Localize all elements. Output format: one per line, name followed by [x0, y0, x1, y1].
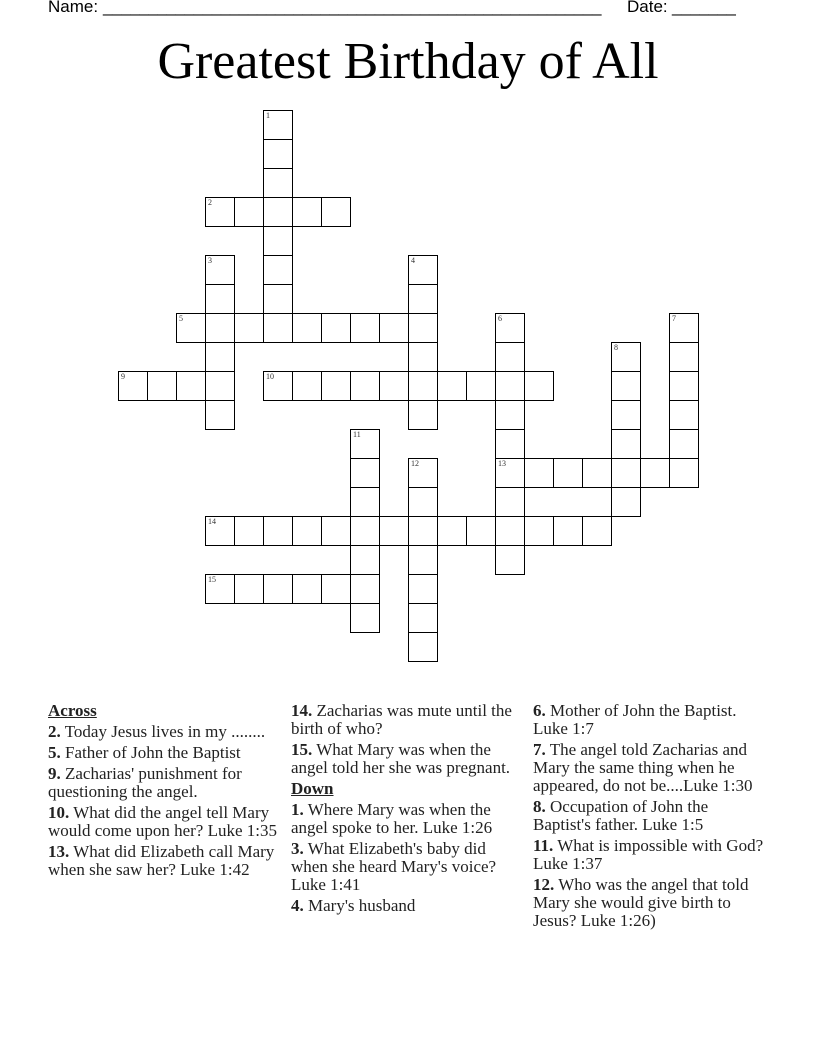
clue-down-11: 11. What is impossible with God? Luke 1:37 — [533, 836, 764, 873]
grid-cell[interactable] — [611, 429, 641, 459]
grid-cell[interactable] — [321, 574, 351, 604]
grid-cell[interactable] — [205, 574, 235, 604]
grid-cell[interactable] — [321, 197, 351, 227]
grid-cell[interactable] — [205, 342, 235, 372]
grid-cell[interactable] — [350, 487, 380, 517]
grid-cell[interactable] — [379, 313, 409, 343]
grid-cell[interactable] — [582, 458, 612, 488]
grid-cell[interactable] — [408, 400, 438, 430]
grid-cell[interactable] — [495, 371, 525, 401]
name-label: Name: — [48, 0, 99, 16]
clue-across-15: 15. What Mary was when the angel told her she was pregnant. — [291, 740, 511, 777]
grid-cell[interactable] — [669, 458, 699, 488]
grid-cell[interactable] — [611, 487, 641, 517]
clue-column-2 — [291, 702, 523, 918]
clue-column-3 — [533, 702, 765, 933]
grid-cell[interactable] — [611, 400, 641, 430]
grid-cell[interactable] — [263, 255, 293, 285]
clue-number: 7 — [672, 314, 676, 323]
clue-across-2: 2. Today Jesus lives in my ........ — [48, 722, 266, 741]
grid-cell[interactable] — [553, 458, 583, 488]
grid-cell[interactable] — [147, 371, 177, 401]
grid-cell[interactable] — [263, 139, 293, 169]
clue-number: 1 — [266, 111, 270, 120]
grid-cell[interactable] — [321, 516, 351, 546]
grid-cell[interactable] — [350, 545, 380, 575]
grid-cell[interactable] — [408, 458, 438, 488]
grid-cell[interactable] — [495, 516, 525, 546]
grid-cell[interactable] — [437, 371, 467, 401]
grid-cell[interactable] — [350, 429, 380, 459]
grid-cell[interactable] — [524, 371, 554, 401]
clue-across-14: 14. Zacharias was mute until the birth of who? — [291, 701, 512, 738]
grid-cell[interactable] — [263, 574, 293, 604]
grid-cell[interactable] — [408, 371, 438, 401]
grid-cell[interactable] — [263, 110, 293, 140]
grid-cell[interactable] — [205, 197, 235, 227]
grid-cell[interactable] — [205, 516, 235, 546]
down-heading: Down — [291, 779, 334, 798]
clue-number: 6 — [498, 314, 502, 323]
grid-cell[interactable] — [669, 342, 699, 372]
clue-number: 4 — [411, 256, 415, 265]
name-field[interactable]: _______________________________________________________ — [103, 0, 602, 16]
grid-cell[interactable] — [495, 313, 525, 343]
grid-cell[interactable] — [234, 197, 264, 227]
clue-down-12: 12. Who was the angel that told Mary she would give birth to Jesus? Luke 1:26) — [533, 875, 749, 930]
clue-number: 5 — [179, 314, 183, 323]
grid-cell[interactable] — [263, 197, 293, 227]
clue-across-13: 13. What did Elizabeth call Mary when she saw her? Luke 1:42 — [48, 842, 275, 879]
grid-cell[interactable] — [205, 400, 235, 430]
grid-cell[interactable] — [611, 458, 641, 488]
grid-cell[interactable] — [292, 197, 322, 227]
grid-cell[interactable] — [234, 313, 264, 343]
grid-cell[interactable] — [379, 516, 409, 546]
grid-cell[interactable] — [408, 313, 438, 343]
puzzle-title: Greatest Birthday of All — [157, 33, 659, 90]
clue-across-5: 5. Father of John the Baptist — [48, 743, 241, 762]
grid-cell[interactable] — [669, 313, 699, 343]
grid-cell[interactable] — [292, 371, 322, 401]
grid-cell[interactable] — [263, 226, 293, 256]
grid-cell[interactable] — [408, 574, 438, 604]
clue-number: 9 — [121, 372, 125, 381]
grid-cell[interactable] — [176, 313, 206, 343]
clue-number: 14 — [208, 517, 216, 526]
grid-cell[interactable] — [495, 545, 525, 575]
grid-cell[interactable] — [495, 342, 525, 372]
grid-cell[interactable] — [234, 574, 264, 604]
date-label: Date: — [627, 0, 668, 16]
grid-cell[interactable] — [524, 516, 554, 546]
grid-cell[interactable] — [611, 342, 641, 372]
grid-cell[interactable] — [408, 342, 438, 372]
grid-cell[interactable] — [350, 313, 380, 343]
clue-down-1: 1. Where Mary was when the angel spoke to her. Luke 1:26 — [291, 800, 493, 837]
clue-number: 12 — [411, 459, 419, 468]
clue-across-10: 10. What did the angel tell Mary would come upon her? Luke 1:35 — [48, 803, 277, 840]
grid-cell[interactable] — [437, 516, 467, 546]
grid-cell[interactable] — [263, 313, 293, 343]
grid-cell[interactable] — [669, 371, 699, 401]
grid-cell[interactable] — [292, 574, 322, 604]
grid-cell[interactable] — [350, 516, 380, 546]
grid-cell[interactable] — [263, 516, 293, 546]
date-field[interactable]: _______ — [672, 0, 736, 16]
clue-down-6: 6. Mother of John the Baptist. Luke 1:7 — [533, 701, 737, 738]
grid-cell[interactable] — [350, 371, 380, 401]
grid-cell[interactable] — [292, 516, 322, 546]
grid-cell[interactable] — [205, 284, 235, 314]
grid-cell[interactable] — [669, 429, 699, 459]
grid-cell[interactable] — [263, 284, 293, 314]
grid-cell[interactable] — [495, 487, 525, 517]
grid-cell[interactable] — [466, 371, 496, 401]
grid-cell[interactable] — [350, 458, 380, 488]
grid-cell[interactable] — [495, 429, 525, 459]
grid-cell[interactable] — [379, 371, 409, 401]
clue-across-9: 9. Zacharias' punishment for questioning the angel. — [48, 764, 242, 801]
clue-down-4: 4. Mary's husband — [291, 896, 416, 915]
grid-cell[interactable] — [350, 603, 380, 633]
clue-number: 10 — [266, 372, 274, 381]
grid-cell[interactable] — [466, 516, 496, 546]
clue-number: 8 — [614, 343, 618, 352]
grid-cell[interactable] — [611, 371, 641, 401]
grid-cell[interactable] — [408, 516, 438, 546]
grid-cell[interactable] — [176, 371, 206, 401]
across-heading: Across — [48, 701, 97, 720]
grid-cell[interactable] — [321, 313, 351, 343]
grid-cell[interactable] — [408, 632, 438, 662]
clue-number: 13 — [498, 459, 506, 468]
clue-number: 15 — [208, 575, 216, 584]
grid-cell[interactable] — [640, 458, 670, 488]
grid-cell[interactable] — [553, 516, 583, 546]
grid-cell[interactable] — [495, 400, 525, 430]
grid-cell[interactable] — [669, 400, 699, 430]
grid-cell[interactable] — [582, 516, 612, 546]
clue-column-1 — [48, 702, 280, 882]
clue-number: 11 — [353, 430, 361, 439]
clue-down-7: 7. The angel told Zacharias and Mary the same thing when he appeared, do not be....Luke 1:30 — [533, 740, 753, 795]
grid-cell[interactable] — [263, 168, 293, 198]
clue-down-3: 3. What Elizabeth's baby did when she heard Mary's voice? Luke 1:41 — [291, 839, 497, 894]
clue-number: 2 — [208, 198, 212, 207]
grid-cell[interactable] — [350, 574, 380, 604]
grid-cell[interactable] — [292, 313, 322, 343]
grid-cell[interactable] — [408, 603, 438, 633]
grid-cell[interactable] — [408, 284, 438, 314]
grid-cell[interactable] — [408, 487, 438, 517]
grid-cell[interactable] — [234, 516, 264, 546]
clue-down-8: 8. Occupation of John the Baptist's father. Luke 1:5 — [533, 797, 709, 834]
grid-cell[interactable] — [205, 371, 235, 401]
grid-cell[interactable] — [408, 545, 438, 575]
grid-cell[interactable] — [495, 458, 525, 488]
grid-cell[interactable] — [408, 255, 438, 285]
grid-cell[interactable] — [321, 371, 351, 401]
grid-cell[interactable] — [205, 313, 235, 343]
grid-cell[interactable] — [263, 371, 293, 401]
grid-cell[interactable] — [524, 458, 554, 488]
grid-cell[interactable] — [205, 255, 235, 285]
grid-cell[interactable] — [118, 371, 148, 401]
clue-number: 3 — [208, 256, 212, 265]
